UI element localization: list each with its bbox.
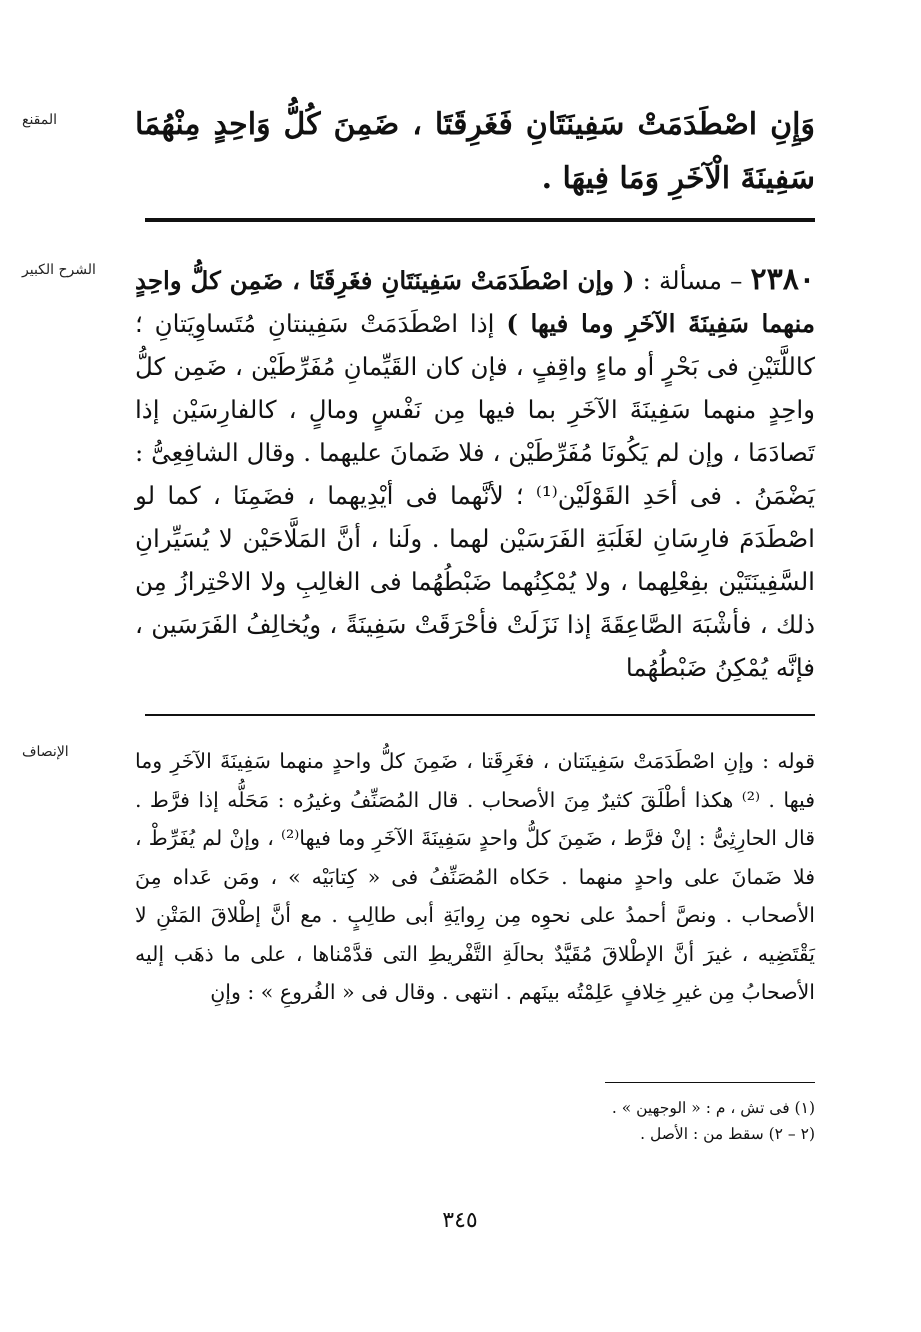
- footnote-1: (١) فى تش ، م : « الوجهين » .: [611, 1099, 815, 1117]
- page-number: ٣٤٥: [442, 1208, 478, 1233]
- quoted-matn: ( وإن اصْطَدَمَتْ سَفِينَتَانِ فغَرِقَتَا ، ضَمِن كلُّ واحِدٍ منهما سَفِينَةَ الآخَرِ وما فيها ): [135, 266, 815, 338]
- footnote-2: (٢ – ٢) سقط من : الأصل .: [640, 1125, 815, 1143]
- side-label-muqni: المقنع: [22, 112, 58, 128]
- sharh-text: [135, 258, 815, 689]
- footnotes: [400, 1095, 815, 1147]
- issue-intro: – مسألة :: [634, 266, 751, 295]
- footnote-divider: [605, 1082, 815, 1083]
- side-label-sharh: الشرح الكبير: [22, 262, 96, 278]
- sharh-paragraph: [135, 258, 815, 689]
- thin-divider: [145, 714, 815, 716]
- thick-divider: [145, 218, 815, 222]
- matn-paragraph: وَإِنِ اصْطَدَمَتْ سَفِينَتَانِ فَغَرِقَتَا ، ضَمِنَ كُلُّ وَاحِدٍ مِنْهُمَا سَفِينَةَ الْآخَرِ وَمَا فِيهَا .: [135, 107, 815, 196]
- sharh-body: إذا اصْطَدَمَتْ سَفِينتانِ مُتَساوِيَتانِ ؛ كاللَّتَيْنِ فى بَحْرٍ أو ماءٍ واقِفٍ ، فإن كان القَيِّمانِ مُفَرِّطَيْن ، ضَمِن كلُّ واحِدٍ منهما سَفِينَةَ الآخَرِ بما فيها مِن نَفْسٍ ومالٍ ، كالفارِسَيْن إذا تَصادَمَا ، وإن لم يَكُونَا مُفَرِّطَيْن ، فلا ضَمانَ عليهما . وقال الشافِعِىُّ : يَضْمَنُ . فى أحَدِ القَوْلَيْن⁽¹⁾ ؛ لأنَّهما فى أيْدِيهما ، فضَمِنَا ، كما لو اصْطَدَمَ فارِسَانِ لغَلَبَةِ الفَرَسَيْن لهما . ولَنا ، أنَّ المَلَّاحَيْن لا يُسَيِّرانِ السَّفِينَتَيْن بفِعْلِهما ، ولا يُمْكِنُهما ضَبْطُهُما فى الغالِبِ ولا الاحْتِرازُ مِن ذلك ، فأشْبَهَ الصَّاعِقَةَ إذا نَزَلَتْ فأحْرَقَتْ سَفِينَةً ، ويُخالِفُ الفَرَسَين ، فإنَّه يُمْكِنُ ضَبْطُهُما: [135, 309, 815, 682]
- issue-number: ٢٣٨٠: [750, 262, 815, 297]
- insaf-text: [135, 742, 815, 1012]
- side-label-insaf: الإنصاف: [22, 744, 69, 760]
- insaf-paragraph: قوله : وإنِ اصْطَدَمَتْ سَفِينَتان ، فغَرِقَتا ، ضَمِنَ كلُّ واحدٍ منهما سَفِينَةَ الآخَرِ وما فيها . ⁽²⁾ هكذا أطْلَقَ كثيرٌ مِنَ الأصحاب . قال المُصَنِّفُ وغيرُه : مَحَلُّه إذا فرَّط . قال الحارِثِىُّ : إنْ فرَّط ، ضَمِنَ كلُّ واحدٍ سَفِينَةَ الآخَرِ وما فيها⁽²⁾ ، وإنْ لم يُفَرِّطْ ، فلا ضَمانَ على واحدٍ منهما . حَكاه المُصَنِّفُ فى « كِتابَيْه » ، ومَن عَداه مِنَ الأصحاب . ونصَّ أحمدُ على نحوِه مِن رِوايَةِ أبى طالِبٍ . مع أنَّ إطْلاقَ المَتْنِ لا يَقْتَضِيه ، غيرَ أنَّ الإطْلاقَ مُقَيَّدٌ بحالَةِ التَّفْريطِ التى قدَّمْناها ، على ما ذهَب إليه الأصحابُ مِن غيرِ خِلافٍ عَلِمْتُه بينَهم . انتهى . وقال فى « الفُروعِ » : وإنِ: [135, 749, 815, 1004]
- matn-text: [135, 98, 815, 206]
